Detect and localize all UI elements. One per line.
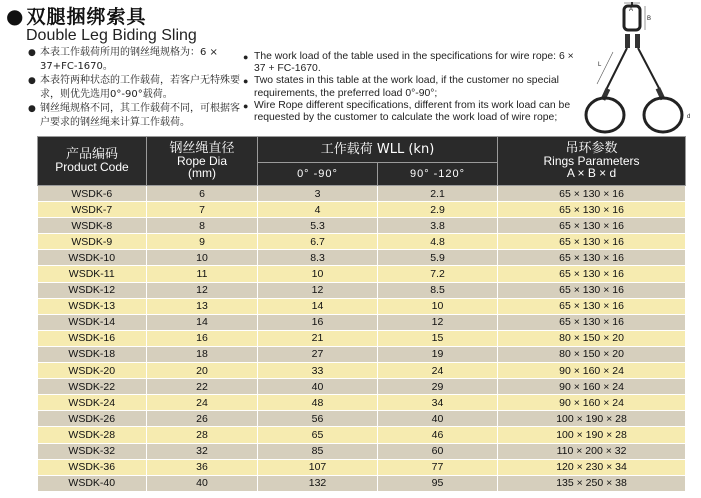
header-product-code: [38, 137, 147, 186]
cell-rope-dia: 12: [147, 282, 258, 298]
header-wll: [258, 137, 498, 163]
note-en-1-text: The work load of the table used in the specifications for wire rope: 6 × 37 + FC-1670.: [254, 51, 574, 75]
cell-wll-0-90: 10: [258, 266, 378, 282]
cell-wll-0-90: 16: [258, 314, 378, 330]
note-zh-1: ● 本表工作载荷所用的钢丝绳规格为：6 × 37+FC-1670。: [28, 46, 246, 74]
cell-product-code: WSDK-16: [38, 330, 147, 346]
table-row: [38, 475, 686, 491]
table-row: [38, 186, 686, 202]
header-rope-dia: [147, 137, 258, 186]
cell-ring-dims: 80 × 150 × 20: [498, 346, 686, 362]
cell-ring-dims: 110 × 200 × 32: [498, 443, 686, 459]
cell-wll-90-120: 19: [378, 346, 498, 362]
table-row: [38, 298, 686, 314]
cell-rope-dia: 13: [147, 298, 258, 314]
cell-product-code: WSDK-28: [38, 427, 147, 443]
table-row: [38, 218, 686, 234]
bullet-icon: ●: [6, 4, 25, 28]
header-dia-unit: (mm): [188, 166, 216, 180]
cell-product-code: WSDK-14: [38, 314, 147, 330]
page-title-zh: [6, 2, 146, 29]
cell-product-code: WSDK-13: [38, 298, 147, 314]
note-en-2: [243, 75, 574, 99]
note-en-2-text: Two states in this table at the work load, if the customer no special requirements, the preferred load 0°-90°;: [254, 75, 559, 99]
cell-product-code: WSDK-32: [38, 443, 147, 459]
cell-ring-dims: 65 × 130 × 16: [498, 218, 686, 234]
cell-wll-0-90: 4: [258, 202, 378, 218]
cell-rope-dia: 14: [147, 314, 258, 330]
cell-rope-dia: 11: [147, 266, 258, 282]
cell-wll-90-120: 4.8: [378, 234, 498, 250]
cell-product-code: WSDK-11: [38, 266, 147, 282]
table-row: [38, 459, 686, 475]
cell-wll-90-120: 24: [378, 363, 498, 379]
note-en-1: [243, 51, 574, 75]
cell-wll-90-120: 7.2: [378, 266, 498, 282]
label-l: L: [598, 62, 602, 68]
cell-rope-dia: 8: [147, 218, 258, 234]
cell-ring-dims: 65 × 130 × 16: [498, 266, 686, 282]
cell-ring-dims: 80 × 150 × 20: [498, 330, 686, 346]
cell-wll-0-90: 5.3: [258, 218, 378, 234]
cell-product-code: WSDK-40: [38, 475, 147, 491]
note-en-3: [243, 99, 574, 124]
header-dia-en: Rope Dia: [176, 154, 228, 168]
cell-ring-dims: 65 × 130 × 16: [498, 202, 686, 218]
page-title-en: Double Leg Biding Sling: [26, 27, 197, 44]
cell-ring-dims: 135 × 250 × 38: [498, 475, 686, 491]
cell-ring-dims: 65 × 130 × 16: [498, 282, 686, 298]
cell-rope-dia: 24: [147, 395, 258, 411]
cell-wll-0-90: 3: [258, 186, 378, 202]
cell-rope-dia: 7: [147, 202, 258, 218]
cell-wll-0-90: 48: [258, 395, 378, 411]
cell-wll-0-90: 6.7: [258, 234, 378, 250]
cell-wll-90-120: 46: [378, 427, 498, 443]
header-code-zh: 产品编码: [65, 147, 118, 162]
cell-wll-90-120: 3.8: [378, 218, 498, 234]
header-ring-zh: 吊环参数: [565, 141, 618, 156]
cell-wll-0-90: 132: [258, 475, 378, 491]
notes-en: [243, 51, 574, 124]
bullet-icon: ●: [243, 76, 249, 87]
header-wll-text: 工作载荷 WLL (kn): [320, 141, 435, 157]
cell-ring-dims: 90 × 160 × 24: [498, 379, 686, 395]
cell-wll-0-90: 21: [258, 330, 378, 346]
cell-wll-90-120: 40: [378, 411, 498, 427]
header-ring-dims: A × B × d: [566, 166, 617, 180]
cell-rope-dia: 18: [147, 346, 258, 362]
note-zh-2: ● 本表符两种状态的工作载荷，若客户无特殊要求，则优先选用0°-90°载荷。: [28, 74, 246, 102]
cell-wll-90-120: 77: [378, 459, 498, 475]
cell-wll-90-120: 8.5: [378, 282, 498, 298]
cell-wll-0-90: 12: [258, 282, 378, 298]
cell-product-code: WSDK-22: [38, 379, 147, 395]
cell-product-code: WSDK-10: [38, 250, 147, 266]
cell-ring-dims: 90 × 160 × 24: [498, 363, 686, 379]
label-a: A: [629, 7, 634, 13]
cell-wll-90-120: 34: [378, 395, 498, 411]
label-d: d: [687, 114, 691, 120]
table-row: [38, 330, 686, 346]
table-row: [38, 379, 686, 395]
table-row: [38, 266, 686, 282]
cell-product-code: WSDK-8: [38, 218, 147, 234]
cell-ring-dims: 65 × 130 × 16: [498, 234, 686, 250]
label-b: B: [647, 16, 652, 22]
cell-rope-dia: 10: [147, 250, 258, 266]
table-row: [38, 411, 686, 427]
note-zh-3: ● 钢丝绳规格不同，其工作载荷不同，可根据客户要求的钢丝绳来计算工作载荷。: [28, 102, 246, 130]
cell-wll-90-120: 5.9: [378, 250, 498, 266]
header-rings: [498, 137, 686, 186]
cell-wll-90-120: 12: [378, 314, 498, 330]
table-row: [38, 346, 686, 362]
cell-rope-dia: 9: [147, 234, 258, 250]
cell-product-code: WSDK-26: [38, 411, 147, 427]
table-row: [38, 314, 686, 330]
cell-wll-90-120: 2.9: [378, 202, 498, 218]
table-row: [38, 395, 686, 411]
cell-ring-dims: 100 × 190 × 28: [498, 427, 686, 443]
cell-wll-0-90: 8.3: [258, 250, 378, 266]
table-row: [38, 443, 686, 459]
note-en-3-text: Wire Rope different specifications, different from its work load can be requested by the customer to calculate the work load of wire rope;: [254, 99, 571, 124]
table-row: [38, 250, 686, 266]
cell-product-code: WSDK-18: [38, 346, 147, 362]
cell-ring-dims: 65 × 130 × 16: [498, 250, 686, 266]
bullet-icon: ●: [243, 100, 249, 111]
spec-table: [37, 136, 686, 492]
spec-table-body: [38, 186, 686, 492]
cell-rope-dia: 16: [147, 330, 258, 346]
cell-wll-90-120: 10: [378, 298, 498, 314]
header-dia-zh: 钢丝绳直径: [169, 141, 235, 156]
cell-rope-dia: 36: [147, 459, 258, 475]
table-row: [38, 427, 686, 443]
cell-wll-90-120: 29: [378, 379, 498, 395]
cell-ring-dims: 120 × 230 × 34: [498, 459, 686, 475]
cell-wll-90-120: 15: [378, 330, 498, 346]
cell-wll-90-120: 2.1: [378, 186, 498, 202]
table-row: [38, 282, 686, 298]
header-ring-en: Rings Parameters: [543, 154, 640, 168]
cell-wll-0-90: 107: [258, 459, 378, 475]
cell-ring-dims: 65 × 130 × 16: [498, 298, 686, 314]
cell-wll-90-120: 95: [378, 475, 498, 491]
cell-product-code: WSDK-9: [38, 234, 147, 250]
double-leg-sling-icon: [583, 0, 695, 137]
header-code-en: Product Code: [55, 160, 129, 174]
cell-product-code: WSDK-6: [38, 186, 147, 202]
cell-product-code: WSDK-20: [38, 363, 147, 379]
cell-wll-0-90: 85: [258, 443, 378, 459]
cell-wll-0-90: 14: [258, 298, 378, 314]
cell-product-code: WSDK-12: [38, 282, 147, 298]
bullet-icon: ●: [243, 52, 249, 62]
cell-rope-dia: 26: [147, 411, 258, 427]
cell-product-code: WSDK-36: [38, 459, 147, 475]
cell-rope-dia: 32: [147, 443, 258, 459]
cell-ring-dims: 65 × 130 × 16: [498, 186, 686, 202]
table-row: [38, 234, 686, 250]
cell-rope-dia: 28: [147, 427, 258, 443]
cell-product-code: WSDK-24: [38, 395, 147, 411]
cell-wll-90-120: 60: [378, 443, 498, 459]
cell-wll-0-90: 40: [258, 379, 378, 395]
cell-wll-0-90: 65: [258, 427, 378, 443]
cell-ring-dims: 100 × 190 × 28: [498, 411, 686, 427]
cell-ring-dims: 65 × 130 × 16: [498, 314, 686, 330]
table-row: [38, 363, 686, 379]
cell-wll-0-90: 56: [258, 411, 378, 427]
cell-rope-dia: 6: [147, 186, 258, 202]
cell-ring-dims: 90 × 160 × 24: [498, 395, 686, 411]
cell-wll-0-90: 33: [258, 363, 378, 379]
cell-wll-0-90: 27: [258, 346, 378, 362]
header-wll-0-90: 0° -90°: [258, 163, 378, 186]
cell-rope-dia: 22: [147, 379, 258, 395]
cell-rope-dia: 40: [147, 475, 258, 491]
table-row: [38, 202, 686, 218]
header-wll-90-120: 90° -120°: [378, 163, 498, 186]
cell-product-code: WSDK-7: [38, 202, 147, 218]
notes-zh: [28, 46, 249, 130]
cell-rope-dia: 20: [147, 363, 258, 379]
title-zh-text: 双腿捆绑索具: [26, 6, 147, 28]
